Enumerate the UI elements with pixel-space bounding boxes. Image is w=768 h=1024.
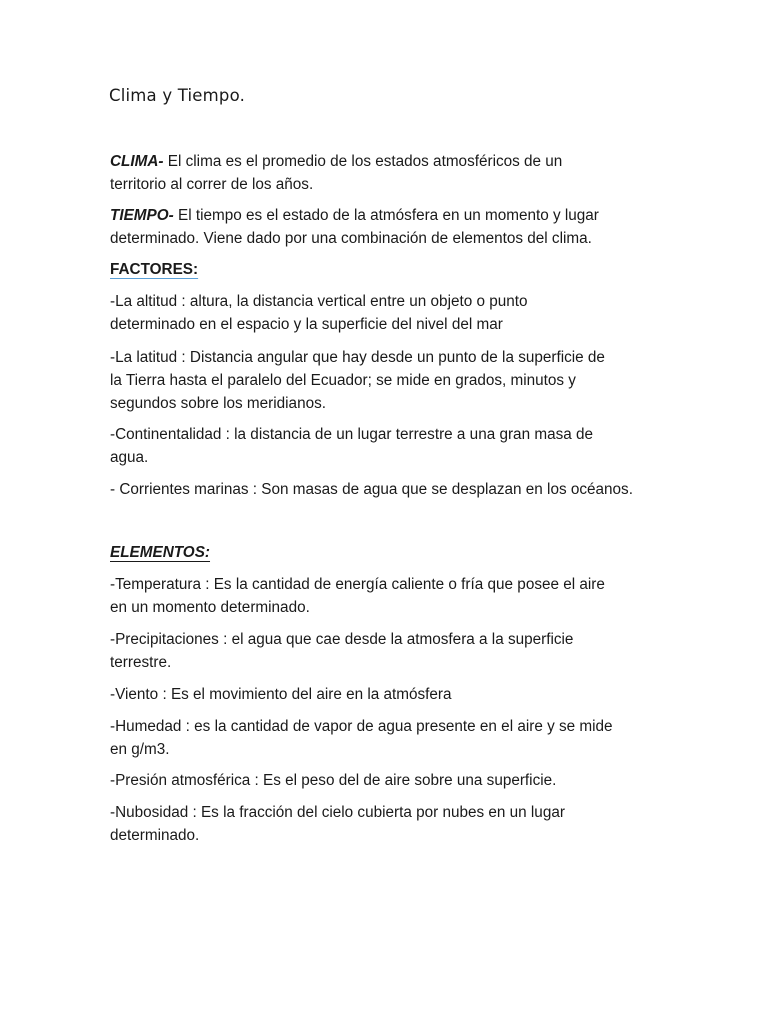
- elemento-item-nubosidad: [110, 801, 670, 847]
- elemento-line: -Viento : Es el movimiento del aire en la atmósfera: [110, 686, 452, 703]
- elementos-heading: [110, 541, 210, 564]
- factor-item-corrientes: [110, 478, 670, 501]
- clima-definition: [110, 150, 670, 196]
- elemento-line: determinado.: [110, 827, 200, 844]
- elemento-line: en un momento determinado.: [110, 599, 310, 616]
- clima-term: CLIMA-: [110, 153, 164, 170]
- factor-item-continentalidad: [110, 423, 670, 469]
- tiempo-term: TIEMPO-: [110, 207, 174, 224]
- factor-line: - Corrientes marinas : Son masas de agua que se desplazan en los océanos.: [110, 481, 633, 498]
- tiempo-text-line1: El tiempo es el estado de la atmósfera en un momento y lugar: [173, 207, 599, 224]
- factor-line: -La latitud : Distancia angular que hay desde un punto de la superficie de: [110, 349, 605, 366]
- elemento-item-viento: [110, 683, 670, 706]
- elemento-item-precipitaciones: [110, 628, 670, 674]
- clima-text-line2: territorio al correr de los años.: [110, 176, 314, 193]
- clima-text-line1: El clima es el promedio de los estados atmosféricos de un: [163, 153, 563, 170]
- tiempo-text-line2: determinado. Viene dado por una combinación de elementos del clima.: [110, 230, 592, 247]
- document-title: Clima y Tiempo.: [109, 86, 246, 105]
- factor-line: segundos sobre los meridianos.: [110, 395, 326, 412]
- elemento-item-temperatura: [110, 573, 670, 619]
- elementos-heading-text: ELEMENTOS:: [110, 544, 211, 561]
- factor-line: la Tierra hasta el paralelo del Ecuador; se mide en grados, minutos y: [110, 372, 576, 389]
- factor-item-altitud: [110, 290, 670, 336]
- elemento-item-presion: [110, 769, 670, 792]
- factores-heading-text: FACTORES:: [110, 261, 199, 278]
- factor-line: -Continentalidad : la distancia de un lugar terrestre a una gran masa de: [110, 426, 593, 443]
- elemento-line: -Temperatura : Es la cantidad de energía caliente o fría que posee el aire: [110, 576, 605, 593]
- factor-item-latitud: [110, 346, 670, 415]
- factor-line: -La altitud : altura, la distancia vertical entre un objeto o punto: [110, 293, 528, 310]
- elemento-line: terrestre.: [110, 654, 172, 671]
- elemento-line: -Humedad : es la cantidad de vapor de agua presente en el aire y se mide: [110, 718, 613, 735]
- elemento-line: -Precipitaciones : el agua que cae desde la atmosfera a la superficie: [110, 631, 574, 648]
- tiempo-definition: [110, 204, 670, 250]
- factor-line: agua.: [110, 449, 149, 466]
- elemento-line: -Presión atmosférica : Es el peso del de aire sobre una superficie.: [110, 772, 557, 789]
- elemento-line: -Nubosidad : Es la fracción del cielo cubierta por nubes en un lugar: [110, 804, 565, 821]
- factor-line: determinado en el espacio y la superficie del nivel del mar: [110, 316, 503, 333]
- elemento-line: en g/m3.: [110, 741, 170, 758]
- factores-heading: [110, 258, 198, 281]
- elemento-item-humedad: [110, 715, 670, 761]
